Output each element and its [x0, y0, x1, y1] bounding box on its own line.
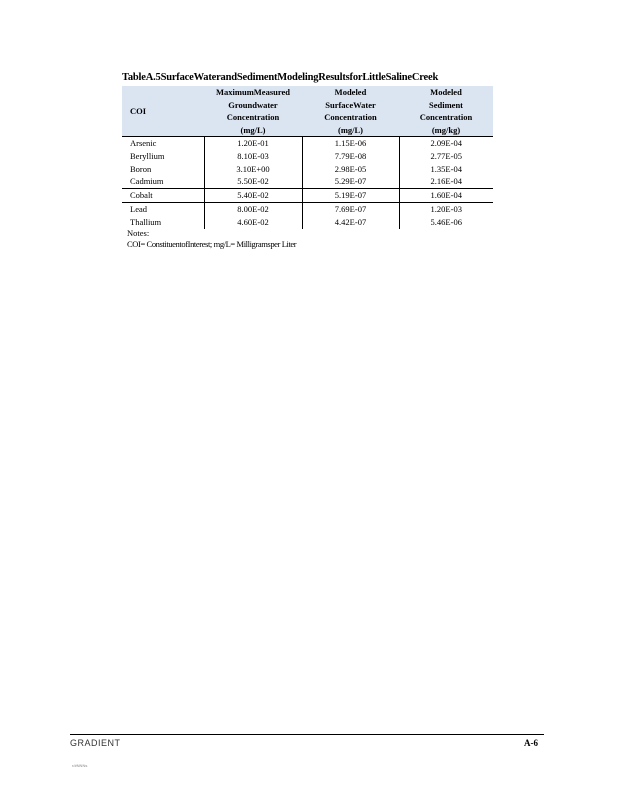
cell-sediment: 2.16E-04 [399, 175, 493, 188]
cell-surface-water: 2.98E-05 [302, 163, 399, 176]
cell-sediment: 1.60E-04 [399, 189, 493, 203]
cell-groundwater: 8.10E-03 [204, 150, 302, 163]
notes-abbreviations: COI= ConstituentofInterest; mg/L= Milligramsper Liter [127, 239, 297, 249]
cell-groundwater: 4.60E-02 [204, 216, 302, 229]
table-row [122, 137, 493, 150]
results-table [122, 86, 493, 229]
cell-coi: Cobalt [122, 189, 204, 203]
cell-surface-water: 7.79E-08 [302, 150, 399, 163]
cell-coi: Arsenic [130, 138, 157, 148]
cell-coi: Beryllium [130, 150, 165, 161]
cell-groundwater: 8.00E-02 [204, 202, 302, 215]
cell-groundwater: 3.10E+00 [204, 163, 302, 176]
table-row [122, 175, 493, 188]
cell-groundwater: 1.20E-01 [204, 137, 302, 150]
table-row [122, 163, 493, 176]
footer-divider [70, 734, 544, 735]
header-groundwater: MaximumMeasured Groundwater Concentration (mg/L) [204, 86, 302, 137]
document-id: r/#NNNs [72, 763, 88, 768]
cell-groundwater: 5.40E-02 [204, 189, 302, 203]
cell-coi: Boron [130, 163, 152, 174]
cell-sediment: 1.20E-03 [399, 202, 493, 215]
header-sediment: Modeled Sediment Concentration (mg/kg) [399, 86, 493, 137]
header-surface-water: Modeled SurfaceWater Concentration (mg/L) [302, 86, 399, 137]
cell-sediment: 2.77E-05 [399, 150, 493, 163]
cell-surface-water: 7.69E-07 [302, 202, 399, 215]
cell-sediment: 1.35E-04 [399, 163, 493, 176]
cell-sediment: 5.46E-06 [399, 216, 493, 229]
cell-surface-water: 4.42E-07 [302, 216, 399, 229]
cell-sediment: 2.09E-04 [399, 137, 493, 150]
cell-coi: Thallium [130, 216, 162, 227]
cell-coi: Cadmium [122, 175, 204, 188]
table-row [122, 216, 493, 229]
cell-groundwater: 5.50E-02 [204, 175, 302, 188]
table-row [122, 189, 493, 203]
table-row [122, 150, 493, 163]
footer-brand-logo: GRADIENT [70, 738, 121, 748]
table-title: TableA.5SurfaceWaterandSedimentModelingResultsforLittleSalineCreek [122, 72, 439, 83]
table-row [122, 202, 493, 215]
notes-label: Notes: [127, 228, 150, 238]
table-notes [127, 228, 296, 250]
header-coi: COI [122, 86, 204, 137]
page-number: A-6 [524, 738, 538, 748]
header-row [122, 86, 493, 137]
cell-surface-water: 1.15E-06 [302, 137, 399, 150]
cell-surface-water: 5.29E-07 [302, 175, 399, 188]
cell-coi: Lead [130, 203, 147, 214]
cell-surface-water: 5.19E-07 [302, 189, 399, 203]
